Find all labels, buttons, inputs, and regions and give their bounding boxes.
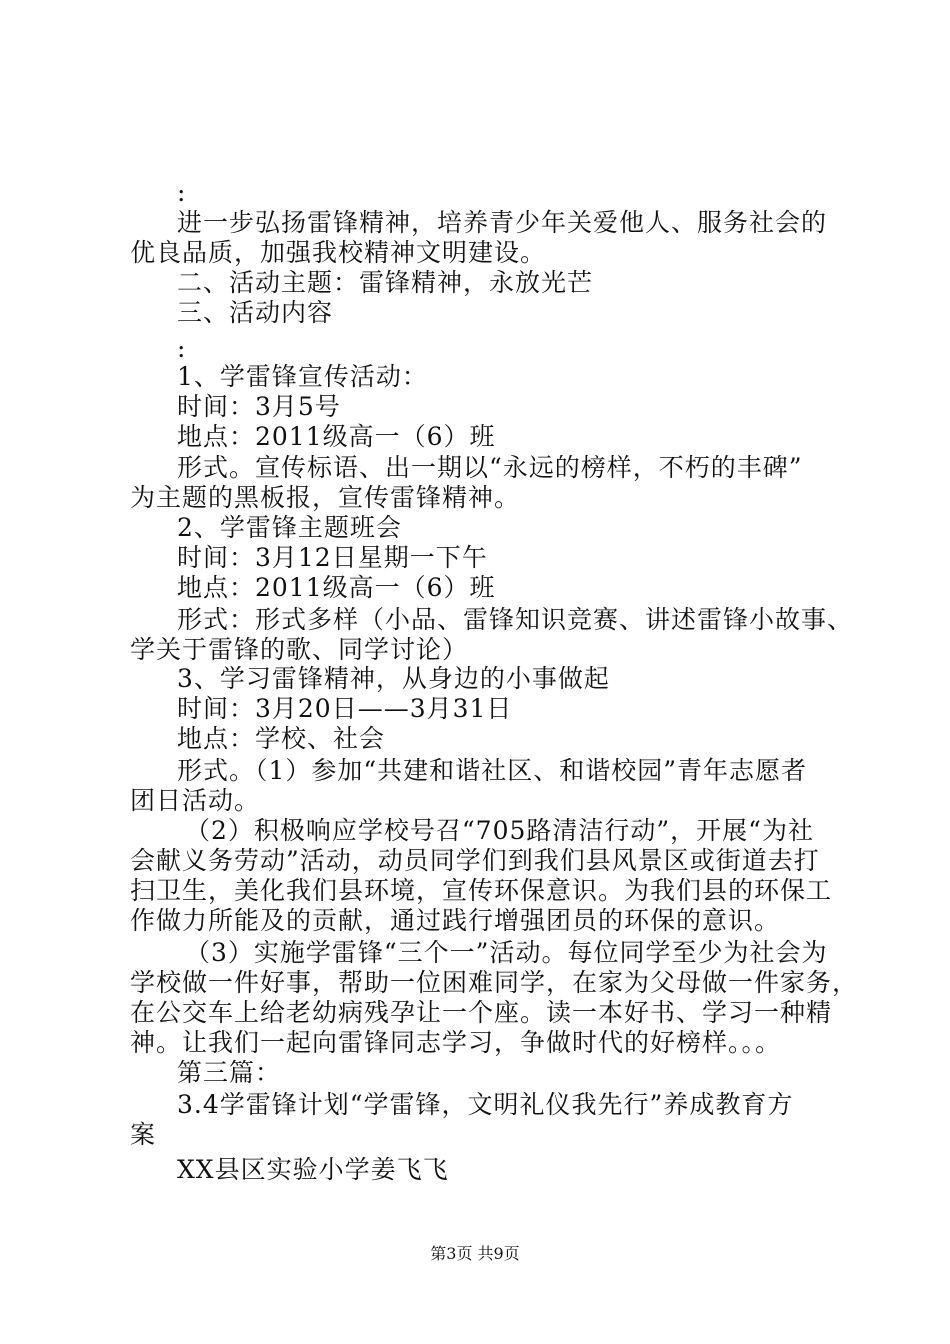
text-line: 扫卫生，美化我们县环境，宣传环保意识。为我们县的环保工 <box>130 876 833 905</box>
text-line: 为主题的黑板报，宣传雷锋精神。 <box>130 483 521 512</box>
text-line: 进一步弘扬雷锋精神，培养青少年关爱他人、服务社会的 <box>177 208 828 237</box>
text-line: 作做力所能及的贡献，通过践行增强团员的环保的意识。 <box>130 906 781 935</box>
text-line: 优良品质，加强我校精神文明建设。 <box>130 238 547 267</box>
text-line: 时间：3月12日星期一下午 <box>177 543 488 572</box>
section-heading: 第三篇： <box>177 1058 282 1087</box>
text-line: （3）实施学雷锋“三个一”活动。每位同学至少为社会为 <box>185 938 828 967</box>
text-line: : <box>177 178 187 207</box>
text-line: 3.4学雷锋计划“学雷锋，文明礼仪我先行”养成教育方 <box>177 1090 794 1119</box>
text-line: 神。让我们一起向雷锋同志学习，争做时代的好榜样。。。 <box>130 1028 782 1057</box>
text-line: 会献义务劳动”活动，动员同学们到我们县风景区或街道去打 <box>130 846 820 875</box>
text-line: 地点：学校、社会 <box>177 724 386 753</box>
text-line: 时间：3月5号 <box>177 392 341 421</box>
text-line: 地点：2011级高一（6）班 <box>177 573 496 602</box>
author-line: XX县区实验小学姜飞飞 <box>177 1155 449 1184</box>
text-line: 团日活动。 <box>130 786 261 815</box>
text-line: 地点：2011级高一（6）班 <box>177 422 496 451</box>
text-line: : <box>177 334 187 363</box>
subsection-heading: 2、学雷锋主题班会 <box>177 513 402 542</box>
text-line: 在公交车上给老幼病残孕让一个座。读一本好书、学习一种精 <box>130 998 833 1027</box>
section-heading: 三、活动内容 <box>177 298 334 327</box>
section-heading: 二、活动主题：雷锋精神，永放光芒 <box>177 268 594 297</box>
subsection-heading: 3、学习雷锋精神，从身边的小事做起 <box>177 664 610 693</box>
subsection-heading: 1、学雷锋宣传活动： <box>177 362 428 391</box>
text-line: （2）积极响应学校号召“705路清洁行动”，开展“为社 <box>185 816 814 845</box>
text-line: 学关于雷锋的歌、同学讨论） <box>130 635 469 664</box>
page-footer: 第3页 共9页 <box>430 1244 520 1263</box>
text-line: 形式：形式多样（小品、雷锋知识竞赛、讲述雷锋小故事、 <box>177 605 854 634</box>
text-line: 学校做一件好事，帮助一位困难同学，在家为父母做一件家务， <box>130 968 859 997</box>
text-line: 案 <box>130 1120 157 1149</box>
text-line: 时间：3月20日——3月31日 <box>177 694 513 723</box>
text-line: 形式。宣传标语、出一期以“永远的榜样，不朽的丰碑” <box>177 453 803 482</box>
text-line: 形式。（1）参加“共建和谐社区、和谐校园”青年志愿者 <box>177 756 807 785</box>
